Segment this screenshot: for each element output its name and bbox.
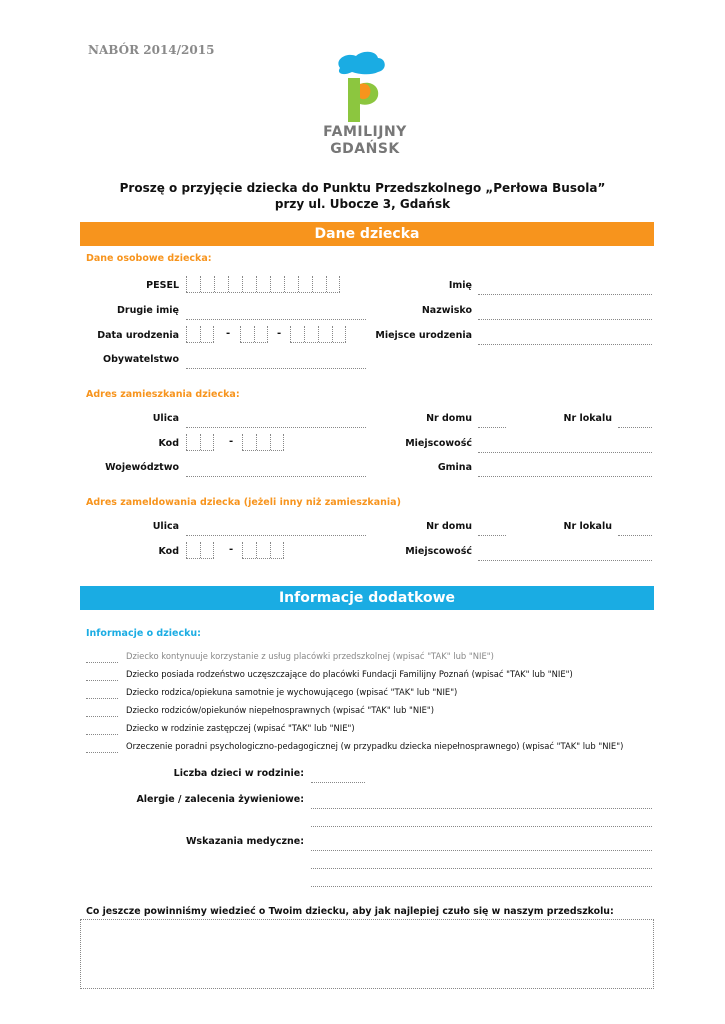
nr-lokalu-label: Nr lokalu [563, 413, 612, 424]
recruitment-year: NABÓR 2014/2015 [88, 43, 215, 57]
additional-info-textarea[interactable] [80, 919, 654, 989]
date-separator: - [277, 328, 282, 339]
answer-field-samotny-rodzic[interactable] [86, 690, 118, 699]
answer-field-kontynuacja[interactable] [86, 654, 118, 663]
wskazania-medyczne-input[interactable] [311, 840, 652, 851]
zameldowanie-nr-domu-input[interactable] [478, 525, 506, 536]
section-banner-dane-dziecka: Dane dziecka [80, 222, 654, 246]
answer-field-rodzina-zastepcza[interactable] [86, 726, 118, 735]
miejscowosc-input[interactable] [478, 442, 652, 453]
data-urodzenia-label: Data urodzenia [97, 330, 179, 341]
kod-label: Kod [158, 438, 179, 449]
liczba-dzieci-input[interactable] [311, 772, 365, 783]
wskazania-medyczne-label: Wskazania medyczne: [185, 836, 304, 847]
date-separator: - [226, 328, 231, 339]
form-title-line-2: przy ul. Ubocze 3, Gdańsk [274, 197, 451, 211]
section-heading-adres-zameldowania: Adres zameldowania dziecka (jeżeli inny niż zamieszkania) [86, 497, 401, 508]
additional-info-question: Co jeszcze powinniśmy wiedzieć o Twoim dziecku, aby jak najlepiej czuło się w naszym przedszkolu: [86, 906, 614, 917]
nr-lokalu-input[interactable] [618, 417, 652, 428]
zameldowanie-kod-label: Kod [158, 546, 179, 557]
wojewodztwo-input[interactable] [186, 466, 366, 477]
zameldowanie-nr-lokalu-label: Nr lokalu [563, 521, 612, 532]
zameldowanie-ulica-label: Ulica [152, 521, 179, 532]
obywatelstwo-input[interactable] [186, 358, 366, 369]
wskazania-medyczne-input-line-2[interactable] [311, 858, 652, 869]
zameldowanie-kod-prefix-input[interactable] [186, 542, 214, 559]
familijny-gdansk-logo [323, 50, 407, 157]
drugie-imie-label: Drugie imię [117, 305, 179, 316]
nazwisko-label: Nazwisko [421, 305, 472, 316]
section-heading-dane-osobowe: Dane osobowe dziecka: [86, 253, 212, 264]
miejsce-urodzenia-input[interactable] [478, 334, 652, 345]
info-item-niepelnosprawni-rodzice: Dziecko rodziców/opiekunów niepełnosprawnych (wpisać "TAK" lub "NIE") [126, 705, 435, 715]
section-banner-informacje-dodatkowe: Informacje dodatkowe [80, 586, 654, 610]
zameldowanie-miejscowosc-input[interactable] [478, 550, 652, 561]
info-item-rodzina-zastepcza: Dziecko w rodzinie zastępczej (wpisać "TAK" lub "NIE") [126, 723, 355, 733]
birth-day-input[interactable] [186, 326, 214, 343]
gmina-label: Gmina [437, 462, 472, 473]
nr-domu-input[interactable] [478, 417, 506, 428]
liczba-dzieci-label: Liczba dzieci w rodzinie: [173, 768, 304, 779]
birth-month-input[interactable] [240, 326, 268, 343]
section-heading-informacje-o-dziecku: Informacje o dziecku: [86, 628, 201, 639]
postal-code-separator: - [229, 436, 234, 447]
miejscowosc-label: Miejscowość [405, 438, 472, 449]
gmina-input[interactable] [478, 466, 652, 477]
section-heading-adres-zamieszkania: Adres zamieszkania dziecka: [86, 389, 240, 400]
ulica-label: Ulica [152, 413, 179, 424]
logo-mark-icon [330, 50, 400, 122]
alergie-input-line-2[interactable] [311, 816, 652, 827]
kod-suffix-input[interactable] [242, 434, 284, 451]
pesel-input[interactable] [186, 276, 340, 293]
imie-label: Imię [448, 280, 472, 291]
answer-field-rodzenstwo[interactable] [86, 672, 118, 681]
imie-input[interactable] [478, 284, 652, 295]
logo-line-2: GDAŃSK [330, 141, 400, 157]
logo-line-1: FAMILIJNY [323, 124, 407, 140]
info-item-samotny-rodzic: Dziecko rodzica/opiekuna samotnie je wychowującego (wpisać "TAK" lub "NIE") [126, 687, 458, 697]
drugie-imie-input[interactable] [186, 309, 366, 320]
info-item-orzeczenie: Orzeczenie poradni psychologiczno-pedagogicznej (w przypadku dziecka niepełnosprawnego) (wpisać "TAK" lub "NIE") [126, 741, 624, 751]
nazwisko-input[interactable] [478, 309, 652, 320]
postal-code-separator: - [229, 544, 234, 555]
info-item-kontynuacja: Dziecko kontynuuje korzystanie z usług placówki przedszkolnej (wpisać "TAK" lub "NIE") [126, 651, 494, 661]
zameldowanie-nr-lokalu-input[interactable] [618, 525, 652, 536]
wskazania-medyczne-input-line-3[interactable] [311, 876, 652, 887]
alergie-label: Alergie / zalecenia żywieniowe: [136, 794, 304, 805]
kod-prefix-input[interactable] [186, 434, 214, 451]
obywatelstwo-label: Obywatelstwo [103, 354, 179, 365]
answer-field-orzeczenie[interactable] [86, 744, 118, 753]
birth-year-input[interactable] [290, 326, 346, 343]
alergie-input[interactable] [311, 798, 652, 809]
zameldowanie-ulica-input[interactable] [186, 525, 366, 536]
nr-domu-label: Nr domu [426, 413, 472, 424]
zameldowanie-miejscowosc-label: Miejscowość [405, 546, 472, 557]
wojewodztwo-label: Województwo [105, 462, 179, 473]
zameldowanie-kod-suffix-input[interactable] [242, 542, 284, 559]
answer-field-niepelnosprawni-rodzice[interactable] [86, 708, 118, 717]
form-title-line-1: Proszę o przyjęcie dziecka do Punktu Przedszkolnego „Perłowa Busola” [119, 181, 606, 195]
ulica-input[interactable] [186, 417, 366, 428]
pesel-label: PESEL [146, 280, 179, 291]
miejsce-urodzenia-label: Miejsce urodzenia [375, 330, 472, 341]
info-item-rodzenstwo: Dziecko posiada rodzeństwo uczęszczające do placówki Fundacji Familijny Poznań (wpisać "TAK" lub "NIE") [126, 669, 573, 679]
zameldowanie-nr-domu-label: Nr domu [426, 521, 472, 532]
